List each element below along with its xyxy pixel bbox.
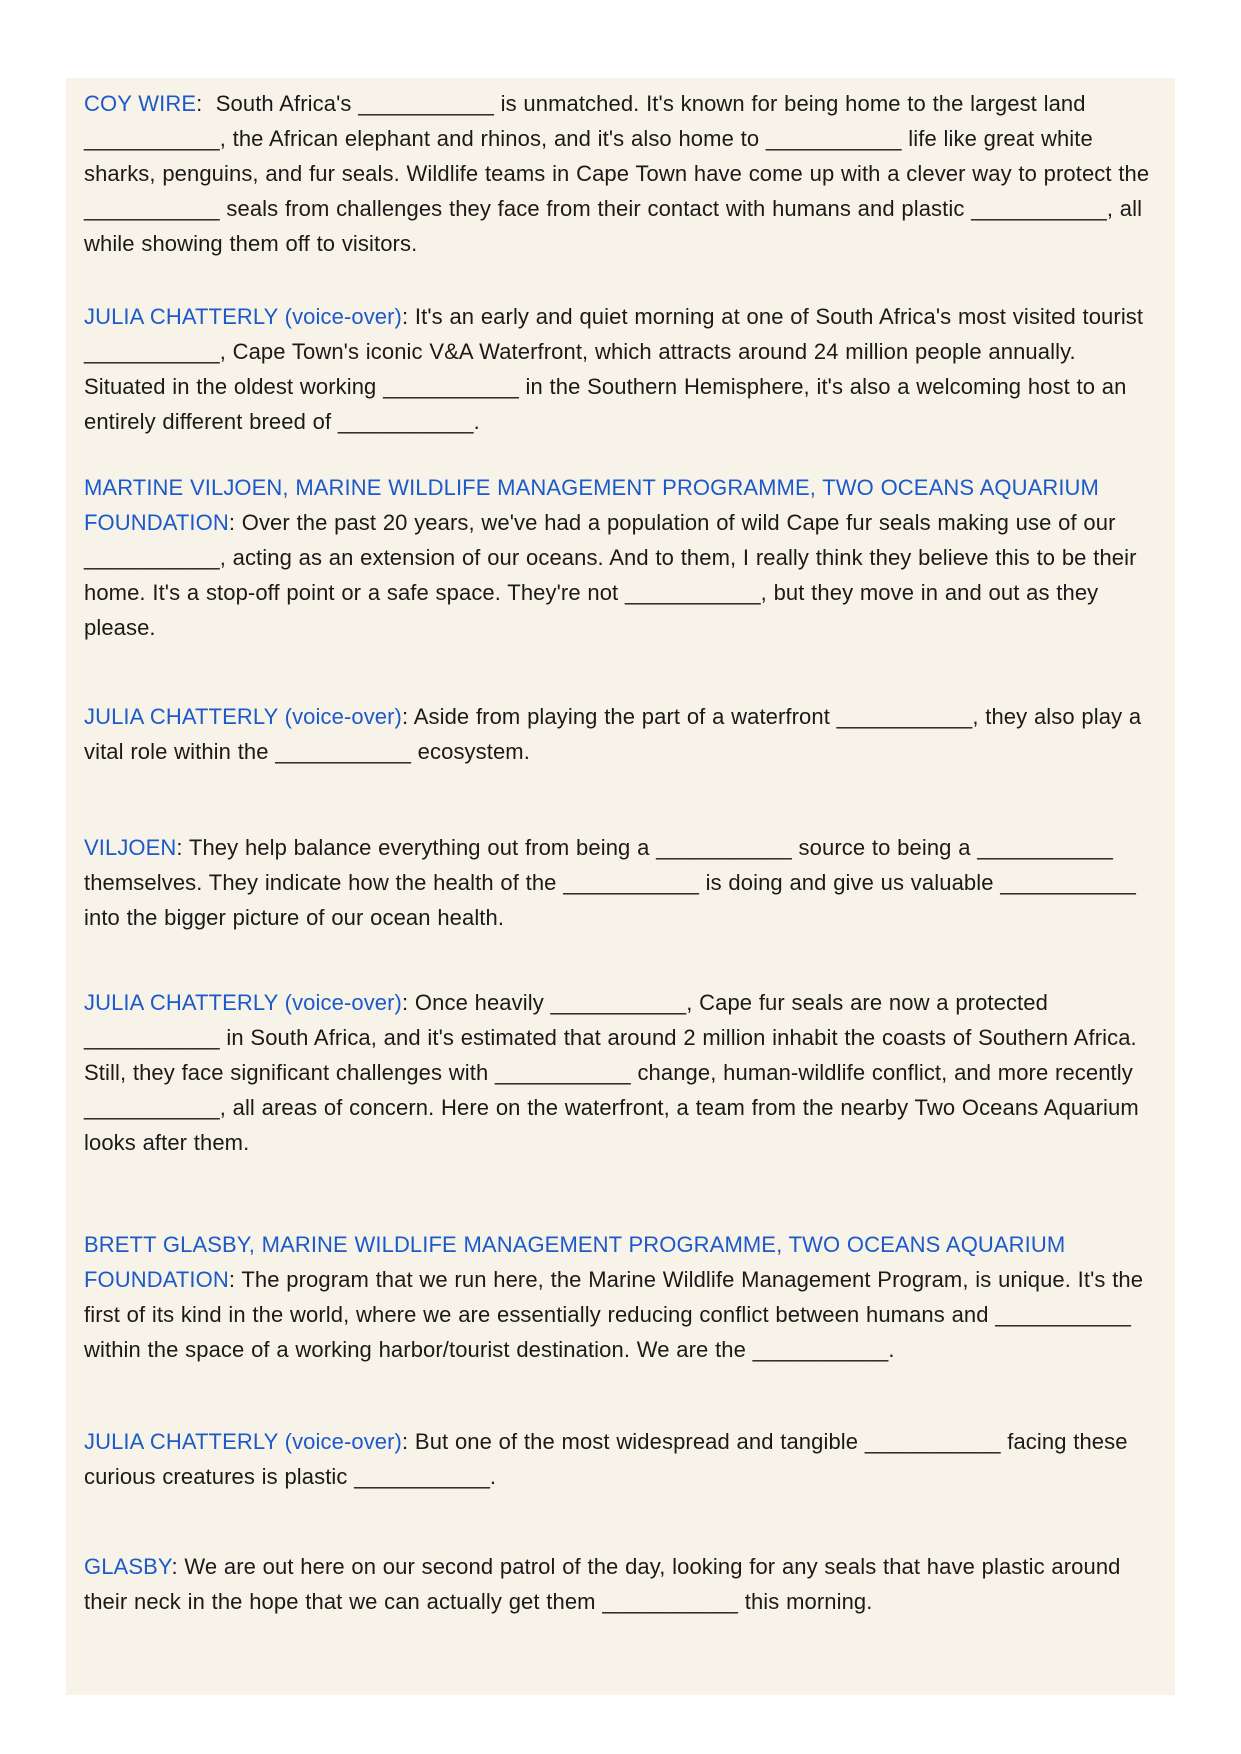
paragraph-text: : The program that we run here, the Marine Wildlife Management Program, is unique. It's the first of its kind in the world, where we are essentially reducing conflict between humans and ___________ within the space of a working harbor/tourist destination. We are the ___________.	[84, 1267, 1150, 1362]
speaker-name: BRETT GLASBY, MARINE WILDLIFE MANAGEMENT PROGRAMME, TWO OCEANS AQUARIUM FOUNDATION	[84, 1232, 1073, 1292]
paragraph-text: : They help balance everything out from being a ___________ source to being a ___________ themselves. They indicate how the health of the ___________ is doing and give us valuable ___________ into the bigger picture of our ocean health.	[84, 835, 1143, 930]
speaker-name: JULIA CHATTERLY (voice-over)	[84, 304, 402, 329]
speaker-name: JULIA CHATTERLY (voice-over)	[84, 990, 402, 1015]
speaker-name: COY WIRE	[84, 91, 197, 116]
paragraph-text: : We are out here on our second patrol of the day, looking for any seals that have plastic around their neck in the hope that we can actually get them ___________ this morning.	[84, 1554, 1128, 1614]
speaker-name: JULIA CHATTERLY (voice-over)	[84, 1429, 402, 1454]
paragraph-text: : It's an early and quiet morning at one of South Africa's most visited tourist ___________, Cape Town's iconic V&A Waterfront, which attracts around 24 million people annually. Situated in the oldest working ___________ in the Southern Hemisphere, it's also a welcoming host to an entirely different breed of ___________.	[84, 304, 1150, 434]
transcript-paragraph	[84, 1227, 1159, 1367]
paragraph-text: : Once heavily ___________, Cape fur seals are now a protected ___________ in South Africa, and it's estimated that around 2 million inhabit the coasts of Southern Africa. Still, they face significant challenges with ___________ change, human-wildlife conflict, and more recently ___________, all areas of concern. Here on the waterfront, a team from the nearby Two Oceans Aquarium looks after them.	[84, 990, 1146, 1155]
speaker-name: JULIA CHATTERLY (voice-over)	[84, 704, 402, 729]
transcript-paragraph	[84, 985, 1159, 1160]
paragraph-text: : South Africa's ___________ is unmatched. It's known for being home to the largest land ___________, the African elephant and rhinos, and it's also home to ___________ life like great white sharks, penguins, and fur seals. Wildlife teams in Cape Town have come up with a clever way to protect the ___________ seals from challenges they face from their contact with humans and plastic ___________, all while showing them off to visitors.	[84, 91, 1156, 256]
paragraph-text: : Over the past 20 years, we've had a population of wild Cape fur seals making use of our ___________, acting as an extension of our oceans. And to them, I really think they believe this to be their home. It's a stop-off point or a safe space. They're not ___________, but they move in and out as they please.	[84, 510, 1144, 640]
transcript-paragraph	[84, 1549, 1159, 1619]
speaker-name: VILJOEN	[84, 835, 177, 860]
speaker-name: MARTINE VILJOEN, MARINE WILDLIFE MANAGEMENT PROGRAMME, TWO OCEANS AQUARIUM FOUNDATION	[84, 475, 1106, 535]
transcript-paragraph	[84, 86, 1159, 261]
paragraph-text: : But one of the most widespread and tangible ___________ facing these curious creatures is plastic ___________.	[84, 1429, 1135, 1489]
transcript-paragraph	[84, 1424, 1159, 1494]
transcript-paragraph	[84, 699, 1159, 769]
paragraph-text: : Aside from playing the part of a waterfront ___________, they also play a vital role within the ___________ ecosystem.	[84, 704, 1148, 764]
transcript-paragraph	[84, 299, 1159, 439]
speaker-name: GLASBY	[84, 1554, 172, 1579]
transcript-paragraph	[84, 830, 1159, 935]
worksheet-card	[66, 78, 1175, 1695]
transcript-paragraph	[84, 470, 1159, 645]
